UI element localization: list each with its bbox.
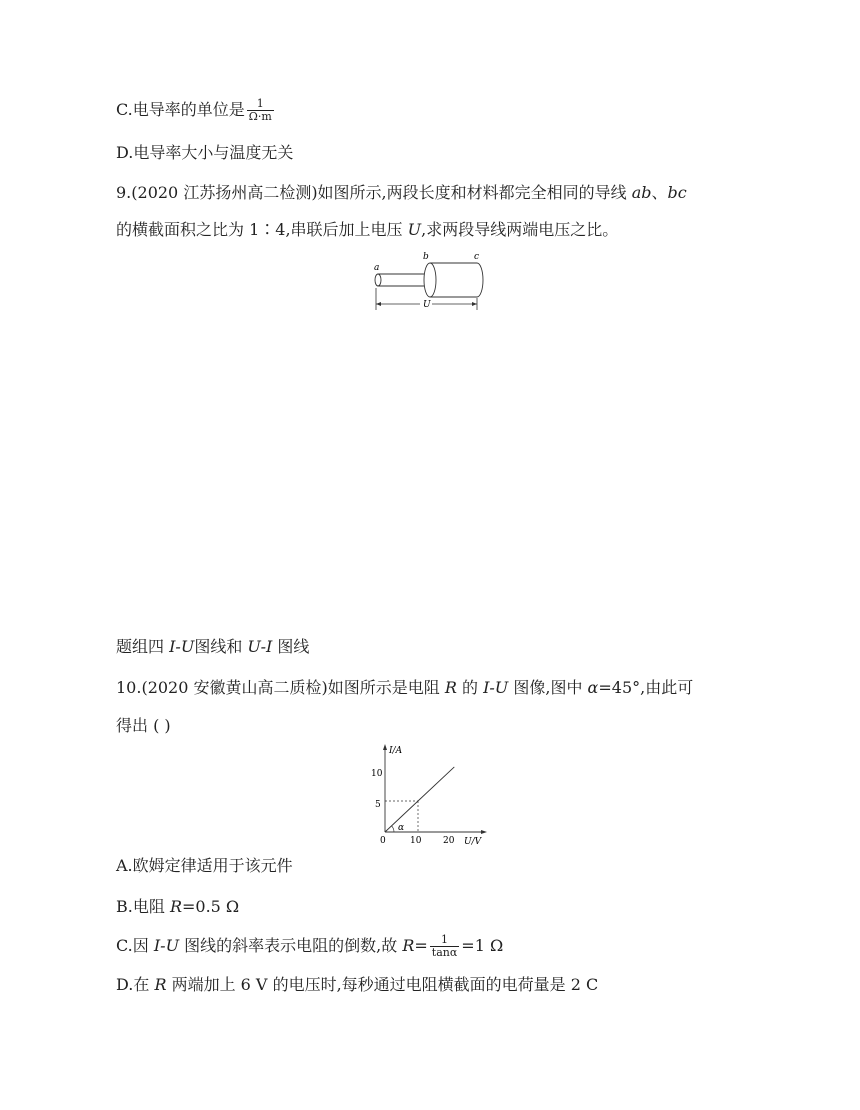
wire-ab xyxy=(375,274,430,286)
iu-line xyxy=(385,767,454,832)
q10-text: 的 xyxy=(456,678,484,697)
q10-option-c-text: 图线的斜率表示电阻的倒数,故 xyxy=(179,936,403,955)
x-tick-20: 20 xyxy=(443,836,455,846)
fraction-denominator: Ω·m xyxy=(248,110,272,123)
q10-option-b xyxy=(116,896,239,918)
fraction-numerator: 1 xyxy=(430,934,460,947)
q10-option-c-text: =1 Ω xyxy=(461,936,504,955)
fraction-numerator: 1 xyxy=(247,98,274,111)
label-U: U xyxy=(423,300,431,310)
graph-marks xyxy=(385,767,454,832)
q10-option-d xyxy=(116,974,598,996)
q8-option-c-text: C.电导率的单位是 xyxy=(116,100,245,119)
q10-option-c-fraction xyxy=(430,934,460,959)
q10-line-1 xyxy=(116,677,693,699)
q10-option-c xyxy=(116,934,503,959)
x-axis-label: U/V xyxy=(464,837,482,847)
alpha-symbol: α xyxy=(587,678,599,697)
option-c-iu: I-U xyxy=(153,936,180,955)
q10-text: 图像,图中 xyxy=(508,678,588,697)
iu-graph xyxy=(368,742,493,848)
equals: = xyxy=(414,936,428,955)
label-b: b xyxy=(423,252,429,262)
var-ab: ab xyxy=(631,183,652,202)
y-axis-label: I/A xyxy=(389,746,403,756)
section-heading xyxy=(116,636,309,658)
conductor-figure xyxy=(370,248,490,312)
q10-text: 10.(2020 安徽黄山高二质检)如图所示是电阻 xyxy=(116,678,445,697)
angle-arc xyxy=(392,826,394,832)
y-tick-5: 5 xyxy=(375,800,381,810)
q10-option-b-text: B.电阻 xyxy=(116,897,170,916)
var-R: R xyxy=(402,936,415,955)
section-prefix: 题组四 xyxy=(116,637,170,656)
q8-option-c-fraction xyxy=(247,98,274,123)
section-mid: 图线和 xyxy=(194,637,248,656)
q10-line-2: 得出 ( ) xyxy=(116,716,171,735)
q9-text: 9.(2020 江苏扬州高二检测)如图所示,两段长度和材料都完全相同的导线 xyxy=(116,183,632,202)
angle-alpha-label: α xyxy=(398,823,405,833)
graph-axes xyxy=(383,744,487,834)
section-suffix: 图线 xyxy=(272,637,310,656)
q10-option-d-text: D.在 xyxy=(116,975,155,994)
fraction-denominator: tanα xyxy=(431,946,458,959)
q8-option-c xyxy=(116,98,276,123)
q9-line-2 xyxy=(116,219,618,241)
var-R: R xyxy=(154,975,167,994)
q10-option-d-text: 两端加上 6 V 的电压时,每秒通过电阻横截面的电荷量是 2 C xyxy=(166,975,599,994)
wire-bc xyxy=(424,263,483,297)
q10-option-c-text: C.因 xyxy=(116,936,154,955)
section-ui: U-I xyxy=(247,637,273,656)
var-R: R xyxy=(169,897,182,916)
separator: 、 xyxy=(651,183,668,202)
var-U: U xyxy=(407,220,422,239)
x-tick-0: 0 xyxy=(380,836,386,846)
x-tick-10: 10 xyxy=(410,836,422,846)
var-R: R xyxy=(444,678,457,697)
var-bc: bc xyxy=(667,183,687,202)
q8-option-d: D.电导率大小与温度无关 xyxy=(116,143,294,162)
label-c: c xyxy=(474,252,480,262)
section-iu: I-U xyxy=(169,637,195,656)
q9-line-1 xyxy=(116,182,687,204)
q9-text: ,求两段导线两端电压之比。 xyxy=(421,220,619,239)
q10-text: =45°,由此可 xyxy=(598,678,694,697)
q10-option-a: A.欧姆定律适用于该元件 xyxy=(116,856,293,875)
label-a: a xyxy=(374,263,380,273)
q10-iu: I-U xyxy=(483,678,509,697)
q10-option-b-text: =0.5 Ω xyxy=(181,897,240,916)
q9-text: 的横截面积之比为 1∶4,串联后加上电压 xyxy=(116,220,408,239)
y-tick-10: 10 xyxy=(371,769,383,779)
